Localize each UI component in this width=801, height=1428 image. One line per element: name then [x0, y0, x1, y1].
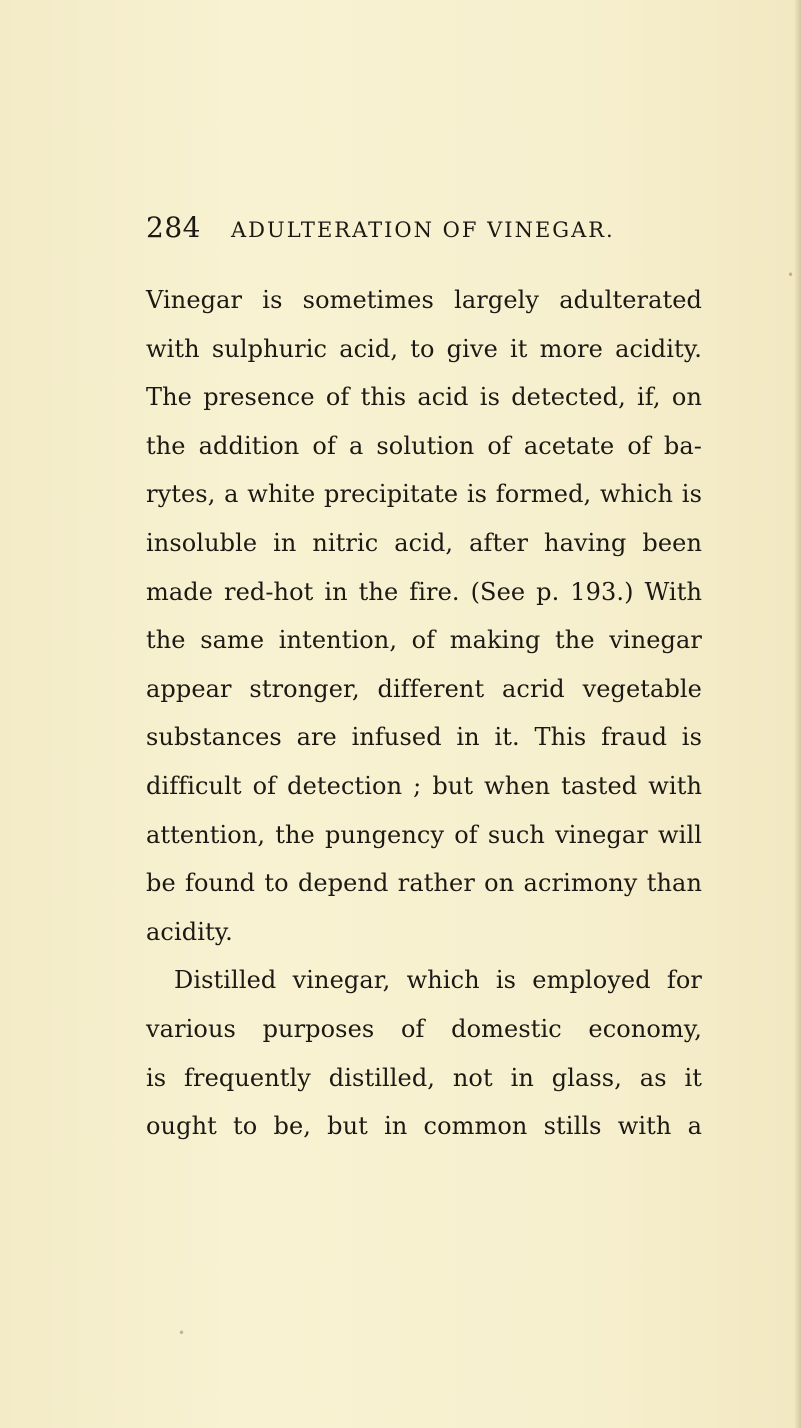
- text-line: The presence of this acid is detected, if, on: [146, 383, 702, 412]
- text-line: is frequently distilled, not in glass, as it: [146, 1063, 702, 1092]
- text-line: substances are infused in it. This fraud is: [146, 723, 702, 752]
- page-number: 284: [146, 211, 201, 244]
- page-edge-shadow: [794, 0, 801, 1428]
- text-line: ought to be, but in common stills with a: [146, 1112, 702, 1141]
- text-line: with sulphuric acid, to give it more acidity.: [146, 334, 702, 363]
- text-line: rytes, a white precipitate is formed, which is: [146, 480, 702, 509]
- body-text: [146, 276, 702, 1151]
- text-line: acidity.: [146, 917, 233, 946]
- text-line: appear stronger, different acrid vegetable: [146, 674, 702, 703]
- paper-speck: •: [787, 268, 795, 282]
- text-line: the same intention, of making the vinegar: [146, 626, 702, 655]
- page-header: [146, 208, 706, 248]
- text-line: be found to depend rather on acrimony than: [146, 869, 702, 898]
- text-line: the addition of a solution of acetate of ba-: [146, 431, 702, 460]
- text-line: made red-hot in the fire. (See p. 193.) With: [146, 577, 702, 606]
- text-line: difficult of detection ; but when tasted with: [146, 771, 702, 800]
- paper-speck: •: [178, 1326, 186, 1340]
- text-line: attention, the pungency of such vinegar will: [146, 820, 702, 849]
- text-line: various purposes of domestic economy,: [146, 1014, 702, 1043]
- text-line: Distilled vinegar, which is employed for: [174, 966, 702, 995]
- text-line: insoluble in nitric acid, after having been: [146, 528, 702, 557]
- text-line: Vinegar is sometimes largely adulterated: [146, 286, 702, 314]
- running-title: ADULTERATION OF VINEGAR.: [231, 218, 615, 242]
